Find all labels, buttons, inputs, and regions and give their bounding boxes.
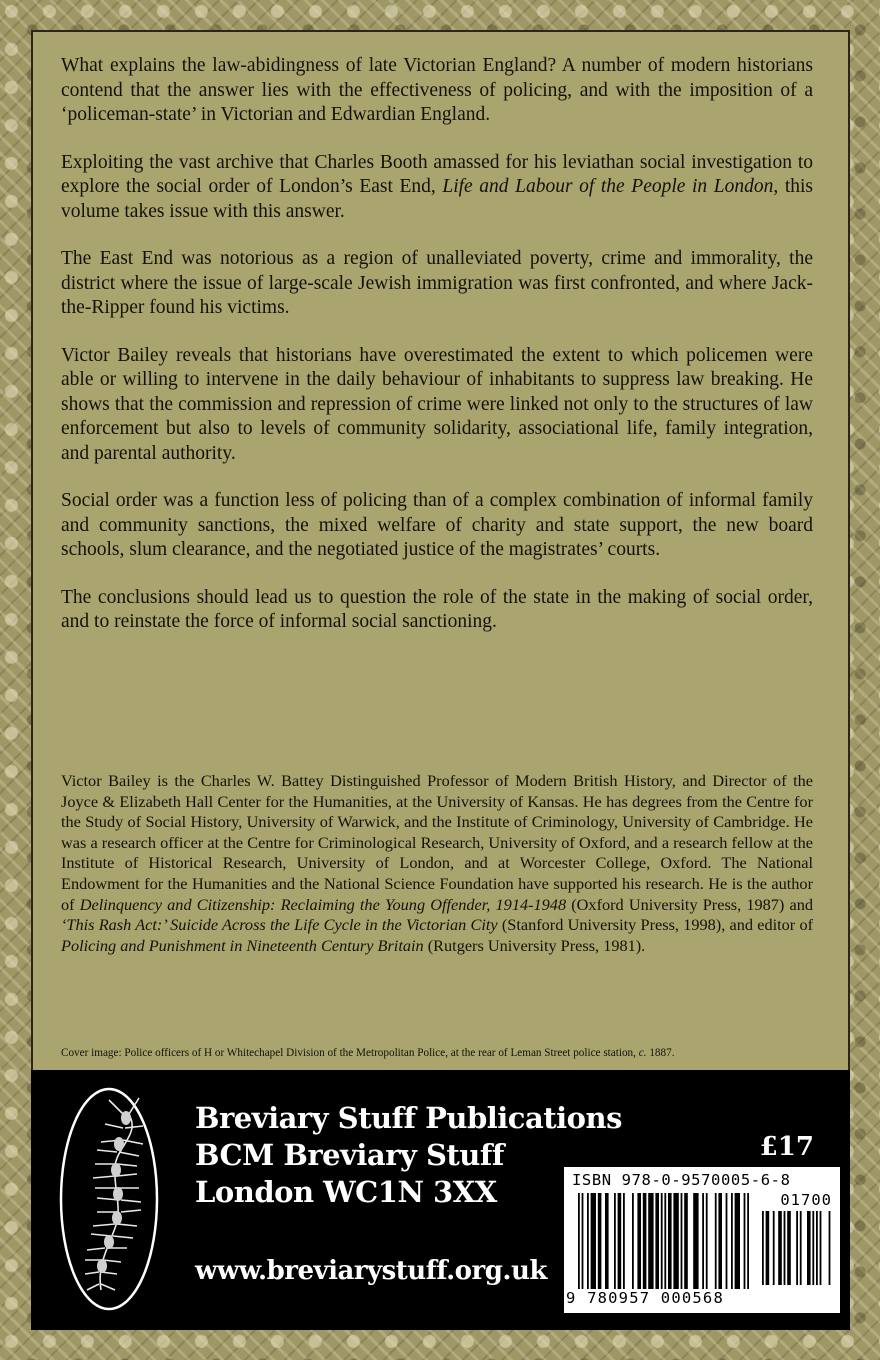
barcode-bar (623, 1193, 625, 1289)
barcode-bar (598, 1193, 602, 1289)
bio-text-d: (Rutgers University Press, 1981). (423, 935, 646, 955)
barcode-bar (744, 1193, 746, 1289)
publisher-website-link[interactable]: www.breviarystuff.org.uk (195, 1256, 547, 1286)
barcode-bar (605, 1193, 609, 1289)
booth-survey-title: Life and Labour of the People in London (442, 176, 774, 197)
barcode-digits: 9 780957 000568 (566, 1289, 724, 1307)
barcode-bar (726, 1193, 728, 1289)
barcode-bar (587, 1193, 589, 1289)
barcode-bar (668, 1193, 672, 1289)
bio-text-a: Victor Bailey is the Charles W. Battey Distinguished Professor of Modern British History, and Director of the Joyce & Elizabeth Hall Center for the Humanities, at the University of Kansas. He has degrees from the Centre for the Study of Social History, University of Warwick, and the Institute of Criminology, University of Cambridge. He was a research officer at the Centre for Criminological Research, University of Oxford, and a research fellow at the Institute of Historical Research, University of London, and at Worcester College, Oxford. The National Endowment for the Humanities and the National Science Foundation have supported his research. He is the author of (61, 771, 813, 914)
blurb-paragraph-3: The East End was notorious as a region of unalleviated poverty, crime and immorality, the district where the issue of large-scale Jewish immigration was first confronted, and where Jack-the-Ripper found his victims. (61, 248, 813, 318)
publisher-address (195, 1100, 622, 1211)
publisher-name: Breviary Stuff Publications (195, 1101, 622, 1135)
ean-barcode-bars (578, 1193, 756, 1293)
bio-text-b: (Oxford University Press, 1987) and (566, 894, 814, 914)
barcode-bar (664, 1193, 666, 1289)
barcode-bar (673, 1193, 678, 1289)
barcode-bar (731, 1193, 733, 1289)
bio-book-2: ‘This Rash Act:’ Suicide Across the Life Cycle in the Victorian City (61, 915, 498, 935)
blurb-paragraph-2-text-b: , this volume takes issue with this answer. (61, 176, 813, 222)
barcode-bar (807, 1211, 811, 1285)
price-label: £17 (759, 1132, 814, 1162)
barcode-bar (618, 1193, 622, 1289)
barcode-bar (582, 1193, 584, 1289)
publisher-city: London WC1N 3XX (195, 1175, 497, 1209)
barcode-bar (735, 1193, 740, 1289)
barcode-bar (693, 1193, 698, 1289)
publisher-footer (31, 1070, 850, 1330)
isbn-barcode (564, 1167, 840, 1313)
barcode-bar (655, 1193, 659, 1289)
barcode-bar (648, 1193, 653, 1289)
caption-circa: c. (638, 1047, 647, 1059)
blurb-paragraph-1: What explains the law-abidingness of late Victorian England? A number of modern historians contend that the answer lies with the effectiveness of policing, and with the imposition of a ‘policeman-state’ in Victorian and Edwardian England. (61, 55, 813, 125)
barcode-bar (820, 1211, 822, 1285)
author-bio (61, 771, 813, 956)
barcode-bar (787, 1211, 791, 1285)
barcode-bar (762, 1211, 764, 1285)
blurb (61, 54, 813, 658)
caption-text: Cover image: Police officers of H or Whitechapel Division of the Metropolitan Police, at the rear of Leman Street police station, (61, 1047, 639, 1059)
bio-book-3: Policing and Punishment in Nineteenth Century Britain (61, 935, 424, 955)
blurb-paragraph-5: Social order was a function less of policing than of a complex combination of informal family and community sanctions, the mixed welfare of charity and state support, the new board schools, slum clearance, and the negotiated justice of the magistrates’ courts. (61, 490, 813, 560)
caption-year: 1887. (646, 1047, 675, 1059)
blurb-paragraph-6: The conclusions should lead us to question the role of the state in the making of social order, and to reinstate the force of informal social sanctioning. (61, 586, 813, 632)
barcode-bar (766, 1211, 770, 1285)
blurb-paragraph-4: Victor Bailey reveals that historians have overestimated the extent to which policemen were able or willing to intervene in the daily behaviour of inhabitants to suppress law breaking. He shows that the commission and repression of crime were linked not only to the structures of law enforcement but also to levels of community solidarity, associational life, family integration, and parental authority. (61, 344, 813, 464)
bio-book-1: Delinquency and Citizenship: Reclaiming the Young Offender, 1914-1948 (79, 894, 567, 914)
barcode-bar (578, 1193, 580, 1289)
barcode-price-code: 01700 (780, 1191, 832, 1209)
barcode-bar (643, 1193, 647, 1289)
addon-barcode-bars (762, 1211, 832, 1307)
barcode-bar (773, 1211, 775, 1285)
barcode-bar (591, 1193, 596, 1289)
barcode-bar (702, 1193, 704, 1289)
barcode-bar (829, 1211, 831, 1285)
barcode-bar (784, 1211, 786, 1285)
blurb-paragraph-2 (61, 151, 813, 225)
barcode-bar (796, 1211, 798, 1285)
barcode-bar (632, 1193, 634, 1289)
publisher-box: BCM Breviary Stuff (195, 1138, 504, 1172)
blurb-paragraph-2-text-a: Exploiting the vast archive that Charles Booth amassed for his leviathan social investigation to explore the social order of London’s East End, (61, 151, 813, 197)
barcode-bar (614, 1193, 616, 1289)
barcode-bar (706, 1193, 708, 1289)
cover-image-caption (61, 1046, 821, 1060)
barcode-bar (778, 1211, 782, 1285)
barcode-bar (684, 1193, 688, 1289)
centipede-logo-icon (57, 1084, 161, 1314)
barcode-bar (681, 1193, 683, 1289)
barcode-bar (661, 1193, 663, 1289)
barcode-bar (715, 1193, 717, 1289)
isbn-label: ISBN 978-0-9570005-6-8 (572, 1171, 791, 1189)
barcode-bar (718, 1193, 722, 1289)
barcode-bar (637, 1193, 641, 1289)
bio-text-c: (Stanford University Press, 1998), and editor of (497, 915, 814, 935)
barcode-bar (747, 1193, 749, 1289)
barcode-bar (816, 1211, 818, 1285)
barcode-bar (812, 1211, 814, 1285)
barcode-bar (800, 1211, 802, 1285)
